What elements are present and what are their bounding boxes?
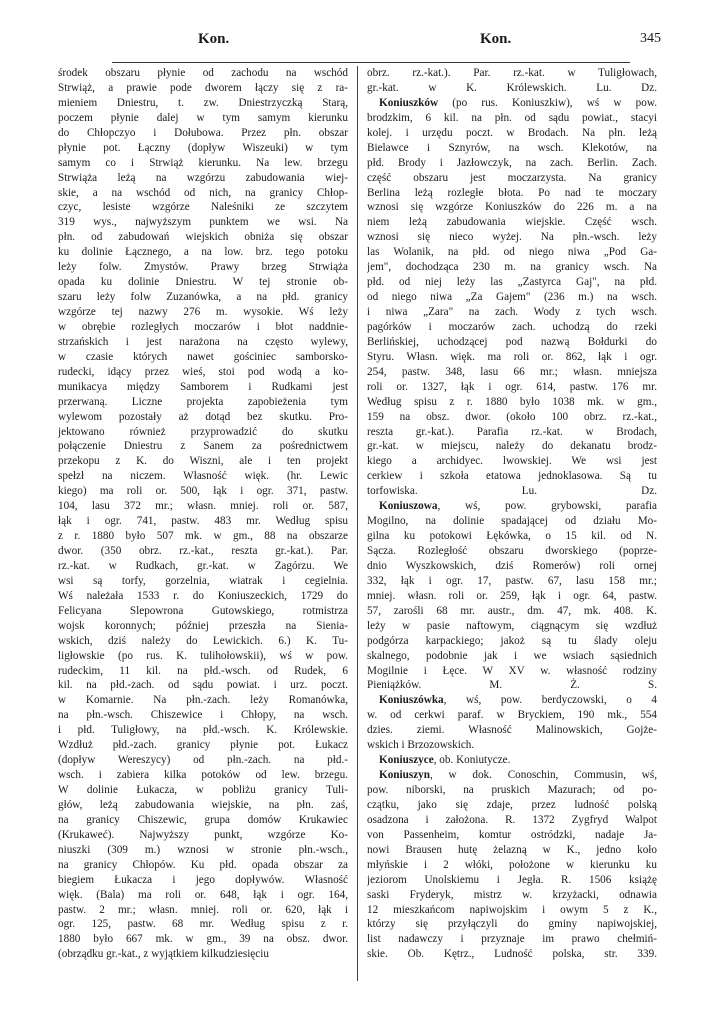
right-column-line: gr.-kat. w miejscu, należy do dekanatu brodz- <box>367 440 657 453</box>
right-column-line: mniej. własn. roli or. 259, łąk i ogr. 64, pastw. <box>367 589 657 602</box>
left-column-line: na granicy Chiszewic, grupa domów Krukawiec <box>58 813 348 826</box>
left-column-line: kiego) ma roli or. 500, łąk i ogr. 371, pastw. <box>58 485 348 498</box>
right-column-line: Sącza. Rozległość obszaru dworskiego (poprze- <box>367 545 657 557</box>
left-column-line: Strwiąża leżą na wzgórzu zabudowania wiej- <box>58 171 348 184</box>
left-column-line: (obrządku gr.-kat., z wyjątkiem kilkudziesięciu <box>58 948 269 961</box>
left-column-line: rz.-kat. w Rudkach, gr.-kat. w Zagórzu. We <box>58 559 348 572</box>
left-column-line: samym co i Strwiąż kierunku. Na lew. brzegu <box>58 156 348 169</box>
left-column-line: ku dolinie Łącznego, a na low. brz. tego potoku <box>58 246 348 259</box>
left-column-line: wojsk koronnych; później przeszła na Sienia- <box>58 619 348 632</box>
right-column-line: Styru. Własn. więk. ma roli or. 862, łąk i ogr. <box>367 350 657 363</box>
right-column-line: niem leżą zabudowania wiejskie. Część wsch. <box>367 216 657 229</box>
left-column-line: płynie pot. Łączny (dopływ Wiszeuki) w tym <box>58 141 348 154</box>
right-column-line: podgórza karpackiego; jakoż są tu ślady oleju <box>367 634 657 647</box>
left-column-line: więk. (Bala) ma roli or. 648, łąk i ogr. 164, <box>58 888 348 901</box>
left-column-line: poczem płynie dalej w tym samym kierunku <box>58 111 348 124</box>
right-column-line: las Wolanik, na płd. od niego niwa „Pod Ga- <box>367 246 657 259</box>
right-column-line: nowi Brausen hutę żelazną w K., jedno koło <box>367 843 657 856</box>
right-column-line: pow. niborski, na pruskich Mazurach; od po- <box>367 784 657 796</box>
left-column-line: łąk i ogr. 741, pastw. 483 mr. Według spisu <box>58 515 348 528</box>
left-column-line: opada ku dolinie Dniestru. W tej stronie ob- <box>58 276 348 289</box>
right-column-line: 57, zarośli 68 mr. austr., dm. 47, mk. 408. K. <box>367 604 657 617</box>
left-column-line: jektowano również przyprowadzić do skutku <box>58 425 348 438</box>
right-column-line: brodzkim, 6 kil. na płn. od sądu powiat., stacyi <box>367 111 657 124</box>
left-column-line: wsi są torfy, gorzelnia, wiatrak i cegielnia. <box>58 574 348 587</box>
right-column-line: wskich i Brzozowskich. <box>367 739 475 752</box>
right-column <box>367 66 657 962</box>
right-column-line: wznosi się wzgórze Koniuszków do 226 m. a na <box>367 201 657 214</box>
left-column-line: mieniem Dniestru, t. zw. Dniestrzyczką Starą, <box>58 96 348 109</box>
left-column-line: do Chłopczyo i Dołubowa. Przez płn. obszar <box>58 126 348 139</box>
right-column-line: 332, łąk i ogr. 17, pastw. 67, lasu 158 mr.; <box>367 574 657 587</box>
right-column-line: i niwa „Zara" na zach. Wody z tych wsch. <box>367 306 657 318</box>
right-column-line: Koniuszyn, w dok. Conoschin, Commusin, wś, <box>379 769 657 782</box>
column-divider <box>357 66 358 981</box>
left-column-line: w czasie których nawet gościniec samborsko- <box>58 350 348 363</box>
left-column-line: leży folw. Zmystów. Prawy brzeg Strwiąża <box>58 261 348 274</box>
right-column-line: Mogilno, na dolinie spadającej od działu Mo- <box>367 515 657 528</box>
header-rule <box>112 62 630 63</box>
right-column-line: Według spisu z r. 1880 było 1038 mk. w gm., <box>367 395 657 408</box>
left-column-line: spełzł na niczem. Własność więk. (hr. Lewic <box>58 470 348 483</box>
left-column-line: strzańskich i jest narażona na często wylewy, <box>58 335 348 348</box>
left-column-line: połączenie Dniestru z Sanem za pośrednictwem <box>58 440 348 453</box>
left-column-line: ligłowskie (po rus. K. tulihołowskii), wś w pow. <box>58 649 348 662</box>
right-column-line: leży w pasie naftowym, ciągnącym się wzdłuż <box>367 619 657 632</box>
right-column-line: czątku, jako się zdaje, przez ludność polską <box>367 798 657 811</box>
left-column-line: wsch. i zabiera kilka potoków od lew. brzegu. <box>58 769 348 782</box>
right-column-line: Koniuszyce, ob. Koniutycze. <box>379 754 511 767</box>
left-column-line: w obrębie rozległych moczarów i błot naddnie- <box>58 320 348 333</box>
right-column-line: roli or. 1327, łąk i ogr. 614, pastw. 176 mr. <box>367 380 657 393</box>
right-column-line: torfowiska. Lu. Dz. <box>367 485 657 498</box>
right-column-line: Berlina leżą rozległe błota. Po nad te moczary <box>367 186 657 199</box>
header-right-keyword: Kon. <box>480 31 512 47</box>
right-column-line: 159 na obsz. dwor. (około 100 obrz. rz.-kat., <box>367 410 657 423</box>
right-column-line: dzies. ziemi. Własność Malinowskich, Gojże- <box>367 724 657 737</box>
left-column-line: przekopu z K. do Wiszni, ale i ten projekt <box>58 455 348 468</box>
right-column-line: gilna ku potokowi Łękówka, o 15 kil. od N. <box>367 530 657 543</box>
right-column-line: osadzona i założona. R. 1372 Zygfryd Walpot <box>367 813 657 826</box>
left-column-line: środek obszaru płynie od zachodu na wschód <box>58 67 348 79</box>
right-column-line: skalnego, podobnie jak i we wsiach sąsiednich <box>367 649 657 662</box>
left-column-line: 1880 było 667 mk. w gm., 39 na obsz. dwor. <box>58 933 348 946</box>
left-column-line: i płd. Tuligłowy, na płd.-wsch. K. Królewskie. <box>58 724 348 737</box>
right-column-line: wznosi się nieco wyżej. Na płn.-wsch. leży <box>367 231 657 244</box>
left-column-line: Wś należała 1533 r. do Koniuszeckich, 1729 do <box>58 589 348 602</box>
left-column-line: głów, leżą zabudowania wiejskie, na płn. zaś, <box>58 798 348 811</box>
left-column-line: kil. na płd.-zach. od sądu powiat. i urz. poczt. <box>58 679 348 692</box>
left-column-line: (Krukaweć). Najwyższy punkt, wzgórze Ko- <box>58 828 348 841</box>
right-column-line: saski Fryderyk, mistrz w. krzyżacki, odnawia <box>367 888 657 901</box>
left-column-line: w Komarnie. Na płn.-zach. leży Romanówka, <box>58 694 348 707</box>
left-column-line: 104, lasu 372 mr.; własn. mniej. roli or. 587, <box>58 500 348 513</box>
right-column-line: kiego a archidyec. lwowskiej. We wsi jest <box>367 455 657 468</box>
left-column-line: rudeckim, 11 kil. na płd.-wsch. od Rudek, 6 <box>58 664 348 677</box>
right-column-line: Mogilnie i Łęce. W XV w. własność rodziny <box>367 664 657 677</box>
left-column-line: z r. 1880 było 507 mk. w gm., 88 na obszarze <box>58 530 348 543</box>
left-column-line: przerwaną. Liczne projekta zapobieżenia tym <box>58 395 348 408</box>
running-header <box>0 31 720 53</box>
right-column-line: którzy się przyłączyli do gminy napiwojskiej, <box>367 918 657 931</box>
left-column-line: wylewom pozostały aż dotąd bez skutku. Pro- <box>58 410 348 423</box>
left-column-line: W dolinie Łukacza, w pobliżu granicy Tuli- <box>58 784 348 796</box>
right-column-line: skie. Ob. Kętrz., Ludność polska, str. 339. <box>367 948 657 961</box>
right-column-line: list nadawczy i przyznaje im prawo chełmiń- <box>367 933 657 946</box>
left-column-line: na granicy Chłopów. Ku płd. opada obszar za <box>58 858 348 871</box>
right-column-line: Pieniążków. M. Ż. S. <box>367 679 657 692</box>
left-column-line: dwor. (350 obrz. rz.-kat., reszta gr.-kat.). Par. <box>58 545 348 557</box>
right-column-line: obrz. rz.-kat.). Par. rz.-kat. w Tuligłowach, <box>367 67 657 79</box>
left-column-line: czyc, lesiste wzgórze Naleśniki ze szczytem <box>58 201 348 214</box>
left-column-line: na płn.-wsch. Chiszewice i Chłopy, na wsch. <box>58 709 348 722</box>
left-column-line: skie, a na wschód od nich, na granicy Chłop- <box>58 186 348 199</box>
left-column-line: płn. od zabudowań wiejskich obniża się obszar <box>58 231 348 244</box>
right-column-line: cerkiew i szkoła etatowa jednoklasowa. Są tu <box>367 470 657 483</box>
left-column-line: wskich, dziś należy do Lewickich. 6.) K. Tu- <box>58 634 348 647</box>
right-column-line: jem", dochodząca 230 m. na granicy wsch. Na <box>367 261 657 274</box>
right-column-line: pagórków i moczarów zach. uchodzą do rzeki <box>367 320 657 333</box>
left-column-line: szaru leży folw Zuzanówka, a na płd. granicy <box>58 291 348 304</box>
left-column-line: wzgórze tej nazwy 276 m. wysokie. Wś leży <box>58 306 348 318</box>
right-column-line: Koniuszówka, wś, pow. berdyczowski, o 4 <box>379 694 657 707</box>
right-column-line: reszta gr.-kat.). Parafia rz.-kat. w Brodach, <box>367 425 657 438</box>
left-column-line: (dopływ Wereszycy) od płn.-zach. na płd.- <box>58 754 348 767</box>
left-column-line: 319 wys., najwyższym punktem we wsi. Na <box>58 216 348 229</box>
right-column-line: gr.-kat. w K. Królewskich. Lu. Dz. <box>367 81 657 94</box>
right-column-line: w. od cerkwi paraf. w Bryckiem, 190 mk., 554 <box>367 709 657 722</box>
header-left-keyword: Kon. <box>198 31 230 47</box>
right-column-line: Bielawce i Sznyrów, na wsch. Klekotów, na <box>367 141 657 154</box>
left-column-line: Felicyana Slepowrona Gutowskiego, rotmistrza <box>58 604 348 617</box>
right-column-line: od niego niwa „Za Gajem" (236 m.) na wsch. <box>367 291 657 304</box>
right-column-line: płd. od niej leży las „Zastyrca Gaj", na płd. <box>367 276 657 289</box>
right-column-line: część obszaru jest moczarzysta. Na granicy <box>367 171 657 184</box>
left-column-line: pastw. 2 mr.; własn. mniej. roli or. 620, łąk i <box>58 903 348 916</box>
left-column-line: munikacya między Samborem i Rudkami jest <box>58 380 348 393</box>
left-column-line: biegiem Łukacza i jego dopływów. Własność <box>58 873 348 886</box>
right-column-line: jeziorom Unolskiemu i Jegła. R. 1506 książę <box>367 873 657 886</box>
left-column-line: Wzdłuż płd.-zach. granicy płynie pot. Łukacz <box>58 739 348 752</box>
right-column-line: 254, pastw. 348, lasu 66 mr.; własn. mniejsza <box>367 365 657 378</box>
right-column-line: Berlińskiej, uchodzącej pod nazwą Bołdurki do <box>367 335 657 348</box>
right-column-line: kolej. i urzędu poczt. w Brodach. Na płn. leżą <box>367 126 657 139</box>
left-column-line: Strwiąż, a prawie pode dworem łączy się z ra- <box>58 81 348 94</box>
right-column-line: młyńskie i 2 włóki, położone w kierunku ku <box>367 858 657 871</box>
right-column-line: Koniuszków (po rus. Koniuszkiw), wś w pow. <box>379 96 657 109</box>
right-column-line: von Passenheim, komtur ostródzki, nadaje Ja- <box>367 828 657 841</box>
page-number: 345 <box>640 31 661 46</box>
right-column-line: płd. Brody i Jazłowczyk, na zach. Berlin. Zach. <box>367 156 657 169</box>
right-column-line: 12 mieszkańcom napiwojskim i owym 5 z K., <box>367 903 657 916</box>
right-column-line: Koniuszowa, wś, pow. grybowski, parafia <box>379 500 657 513</box>
left-column <box>58 66 348 962</box>
right-column-line: dnio Wyszkowskich, dziś Romerów) roli ornej <box>367 559 657 572</box>
left-column-line: rudecki, idący przez wieś, stoi pod wodą a ko- <box>58 365 348 378</box>
left-column-line: ogr. 125, pastw. 68 mr. Według spisu z r. <box>58 918 348 931</box>
left-column-line: niuszki (309 m.) wznosi w stronie płn.-wsch., <box>58 843 348 856</box>
